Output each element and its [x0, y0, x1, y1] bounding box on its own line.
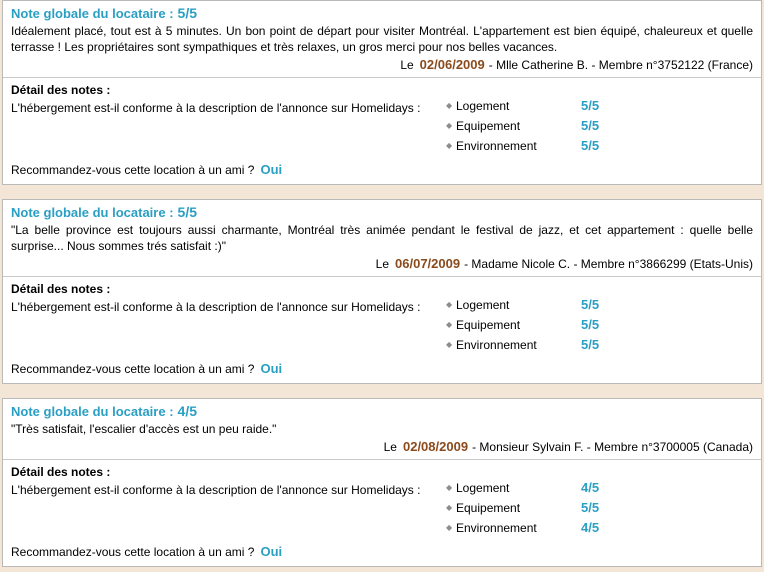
- criterion-environnement: [446, 138, 606, 158]
- criterion-score: 5/5: [581, 98, 600, 113]
- review-date: 02/08/2009: [402, 439, 469, 454]
- overall-rating: [11, 403, 753, 420]
- bullet-icon: ◆: [446, 300, 453, 309]
- review-card: [2, 398, 762, 567]
- bullet-icon: ◆: [446, 483, 453, 492]
- details-title: Détail des notes :: [11, 465, 111, 479]
- recommend-question: Recommandez-vous cette location à un ami ?: [11, 362, 255, 376]
- criterion-equipement: [446, 500, 606, 520]
- recommend-row: [11, 361, 753, 377]
- criteria-block: [11, 480, 753, 540]
- criterion-score: 5/5: [581, 118, 600, 133]
- review-comment: "Très satisfait, l'escalier d'accès est un peu raide.": [11, 422, 277, 436]
- criterion-name: Logement: [456, 298, 510, 312]
- review-date: 02/06/2009: [419, 57, 485, 72]
- criterion-name: Logement: [456, 99, 510, 113]
- criterion-equipement: [446, 317, 606, 337]
- overall-rating-label: Note globale du locataire :: [11, 404, 174, 419]
- recommend-row: [11, 544, 753, 560]
- rating-details: [3, 78, 761, 184]
- criterion-score: 5/5: [581, 337, 600, 352]
- bullet-icon: ◆: [446, 523, 453, 532]
- criterion-score: 4/5: [581, 480, 600, 495]
- rating-details: [3, 460, 761, 566]
- review-card: [2, 199, 762, 384]
- criterion-name: Logement: [456, 481, 510, 495]
- review-summary: [3, 399, 761, 459]
- criterion-name: Environnement: [456, 338, 537, 352]
- review-comment: Idéalement placé, tout est à 5 minutes. Un bon point de départ pour visiter Montréal. L'appartement est bien équipé, chaleureux et quelle terrasse ! Les propriétaires sont sympathiques et très relaxes, un gros merci pour nos belles vacances.: [11, 24, 753, 54]
- review-byline: [11, 57, 753, 73]
- criterion-score: 5/5: [581, 138, 600, 153]
- criterion-environnement: [446, 520, 606, 540]
- overall-rating-label: Note globale du locataire :: [11, 205, 174, 220]
- criteria-block: [11, 297, 753, 357]
- rating-details: [3, 277, 761, 383]
- recommend-answer: Oui: [260, 544, 283, 559]
- criterion-score: 5/5: [581, 297, 600, 312]
- overall-score: 5/5: [177, 5, 197, 21]
- overall-score: 4/5: [177, 403, 197, 419]
- review-summary: [3, 200, 761, 276]
- criterion-logement: [446, 98, 606, 118]
- bullet-icon: ◆: [446, 121, 453, 130]
- bullet-icon: ◆: [446, 101, 453, 110]
- conformity-question: L'hébergement est-il conforme à la description de l'annonce sur Homelidays :: [11, 483, 421, 497]
- date-prefix: Le: [383, 440, 397, 454]
- bullet-icon: ◆: [446, 141, 453, 150]
- criterion-name: Equipement: [456, 119, 521, 133]
- criterion-name: Environnement: [456, 139, 537, 153]
- review-author: - Madame Nicole C. - Membre n°3866299 (Etats-Unis): [464, 257, 753, 271]
- recommend-row: [11, 162, 753, 178]
- bullet-icon: ◆: [446, 340, 453, 349]
- overall-rating-label: Note globale du locataire :: [11, 6, 174, 21]
- recommend-answer: Oui: [260, 361, 283, 376]
- overall-score: 5/5: [177, 204, 197, 220]
- review-author: - Mlle Catherine B. - Membre n°3752122 (France): [488, 58, 753, 72]
- review-author: - Monsieur Sylvain F. - Membre n°3700005 (Canada): [472, 440, 753, 454]
- bullet-icon: ◆: [446, 320, 453, 329]
- criterion-name: Equipement: [456, 318, 521, 332]
- overall-rating: [11, 5, 753, 22]
- review-byline: [11, 439, 753, 455]
- criterion-environnement: [446, 337, 606, 357]
- criterion-equipement: [446, 118, 606, 138]
- criterion-name: Equipement: [456, 501, 521, 515]
- details-title: Détail des notes :: [11, 282, 111, 296]
- details-title: Détail des notes :: [11, 83, 111, 97]
- criterion-score: 5/5: [581, 500, 600, 515]
- overall-rating: [11, 204, 753, 221]
- criterion-logement: [446, 297, 606, 317]
- criterion-name: Environnement: [456, 521, 537, 535]
- review-byline: [11, 256, 753, 272]
- date-prefix: Le: [400, 58, 414, 72]
- review-card: [2, 0, 762, 185]
- review-summary: [3, 1, 761, 77]
- criterion-score: 4/5: [581, 520, 600, 535]
- review-date: 06/07/2009: [395, 256, 461, 271]
- criteria-block: [11, 98, 753, 158]
- recommend-question: Recommandez-vous cette location à un ami ?: [11, 545, 255, 559]
- recommend-question: Recommandez-vous cette location à un ami ?: [11, 163, 255, 177]
- conformity-question: L'hébergement est-il conforme à la description de l'annonce sur Homelidays :: [11, 101, 421, 115]
- review-comment: "La belle province est toujours aussi charmante, Montréal très animée pendant le festival de jazz, et cet appartement : quelle belle surprise... Nous sommes trés satisfait :)": [11, 223, 753, 253]
- date-prefix: Le: [375, 257, 390, 271]
- criterion-score: 5/5: [581, 317, 600, 332]
- criterion-logement: [446, 480, 606, 500]
- bullet-icon: ◆: [446, 503, 453, 512]
- recommend-answer: Oui: [260, 162, 283, 177]
- conformity-question: L'hébergement est-il conforme à la description de l'annonce sur Homelidays :: [11, 300, 421, 314]
